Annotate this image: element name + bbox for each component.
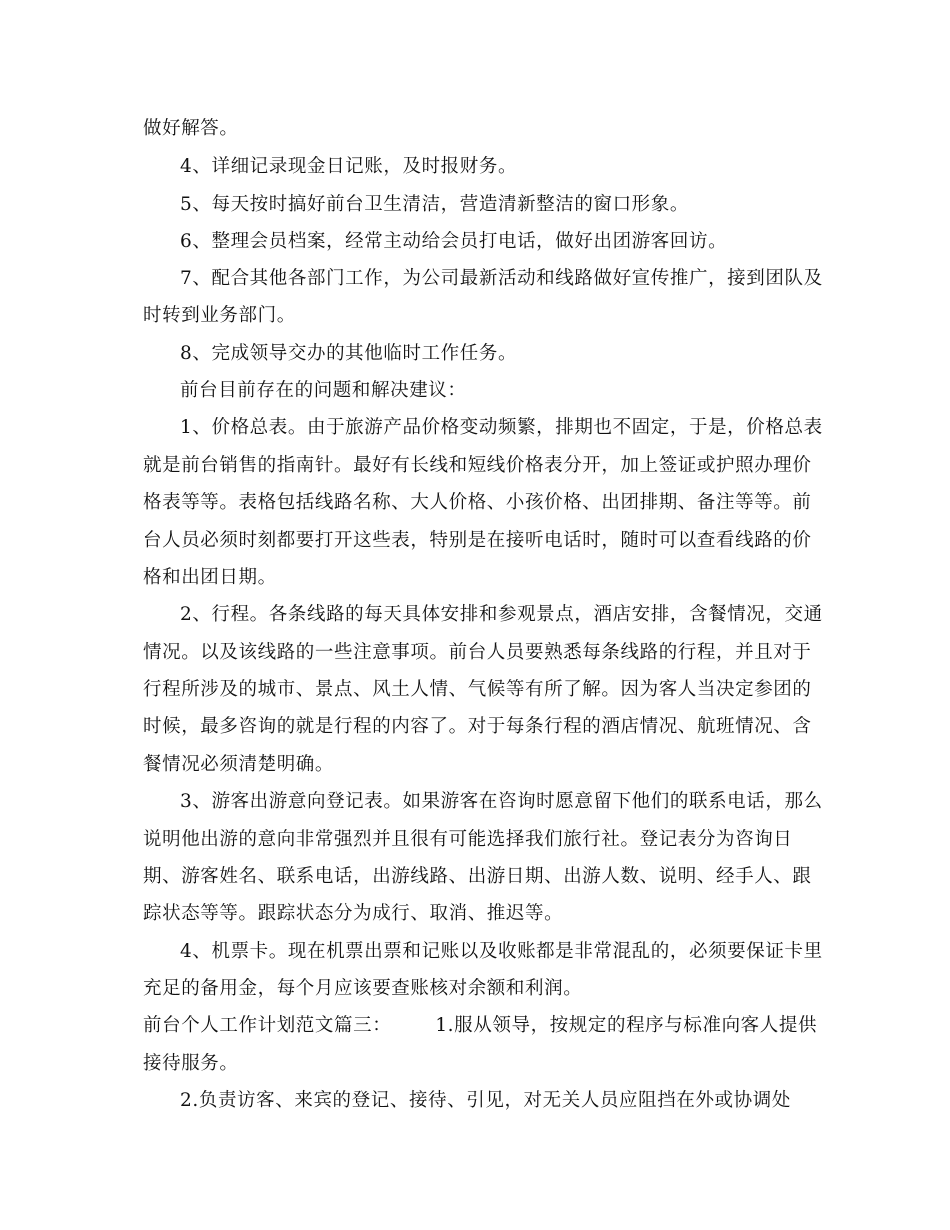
text-line: 就是前台销售的指南针。最好有长线和短线价格表分开，加上签证或护照办理价 [143, 455, 812, 476]
text-line: 时候，最多咨询的就是行程的内容了。对于每条行程的酒店情况、航班情况、含 [143, 716, 812, 737]
list-item: 7、配合其他各部门工作，为公司最新活动和线路做好宣传推广，接到团队及 [180, 268, 823, 289]
section-title-line [0, 1006, 950, 1046]
section-heading: 前台目前存在的问题和解决建议： [180, 380, 467, 401]
text-line: 做好解答。 [143, 118, 239, 139]
list-item: 4、机票卡。现在机票出票和记账以及收账都是非常混乱的，必须要保证卡里 [180, 941, 823, 962]
text-line: 说明他出游的意向非常强烈并且很有可能选择我们旅行社。登记表分为咨询日 [143, 829, 793, 850]
text-line: 台人员必须时刻都要打开这些表，特别是在接听电话时，随时可以查看线路的价 [143, 530, 812, 551]
text-line: 行程所涉及的城市、景点、风土人情、气候等有所了解。因为客人当决定参团的 [143, 679, 812, 700]
list-item-text: 1.服从领导，按规定的程序与标准向客人提供 [435, 1015, 818, 1036]
text-line: 期、游客姓名、联系电话，出游线路、出游日期、出游人数、说明、经手人、跟 [143, 866, 812, 887]
text-line: 情况。以及该线路的一些注意事项。前台人员要熟悉每条线路的行程，并且对于 [143, 642, 812, 663]
list-item: 3、游客出游意向登记表。如果游客在咨询时愿意留下他们的联系电话，那么 [180, 791, 823, 812]
text-line: 餐情况必须清楚明确。 [143, 754, 335, 775]
section-title: 前台个人工作计划范文篇三： [143, 1015, 392, 1036]
list-item: 2.负责访客、来宾的登记、接待、引见，对无关人员应阻挡在外或协调处 [180, 1090, 791, 1111]
text-line: 格表等等。表格包括线路名称、大人价格、小孩价格、出团排期、备注等等。前 [143, 492, 812, 513]
list-item: 5、每天按时搞好前台卫生清洁，营造清新整洁的窗口形象。 [180, 194, 689, 215]
text-line: 充足的备用金，每个月应该要查账核对余额和利润。 [143, 978, 583, 999]
list-item: 6、整理会员档案，经常主动给会员打电话，做好出团游客回访。 [180, 231, 728, 252]
text-line: 接待服务。 [143, 1053, 239, 1074]
list-item: 4、详细记录现金日记账，及时报财务。 [180, 156, 518, 177]
text-line: 格和出团日期。 [143, 567, 277, 588]
text-line: 时转到业务部门。 [143, 305, 296, 326]
list-item: 8、完成领导交办的其他临时工作任务。 [180, 343, 518, 364]
list-item: 1、价格总表。由于旅游产品价格变动频繁，排期也不固定，于是，价格总表 [180, 417, 823, 438]
list-item: 2、行程。各条线路的每天具体安排和参观景点，酒店安排，含餐情况，交通 [180, 604, 823, 625]
text-line: 踪状态等等。跟踪状态分为成行、取消、推迟等。 [143, 903, 564, 924]
